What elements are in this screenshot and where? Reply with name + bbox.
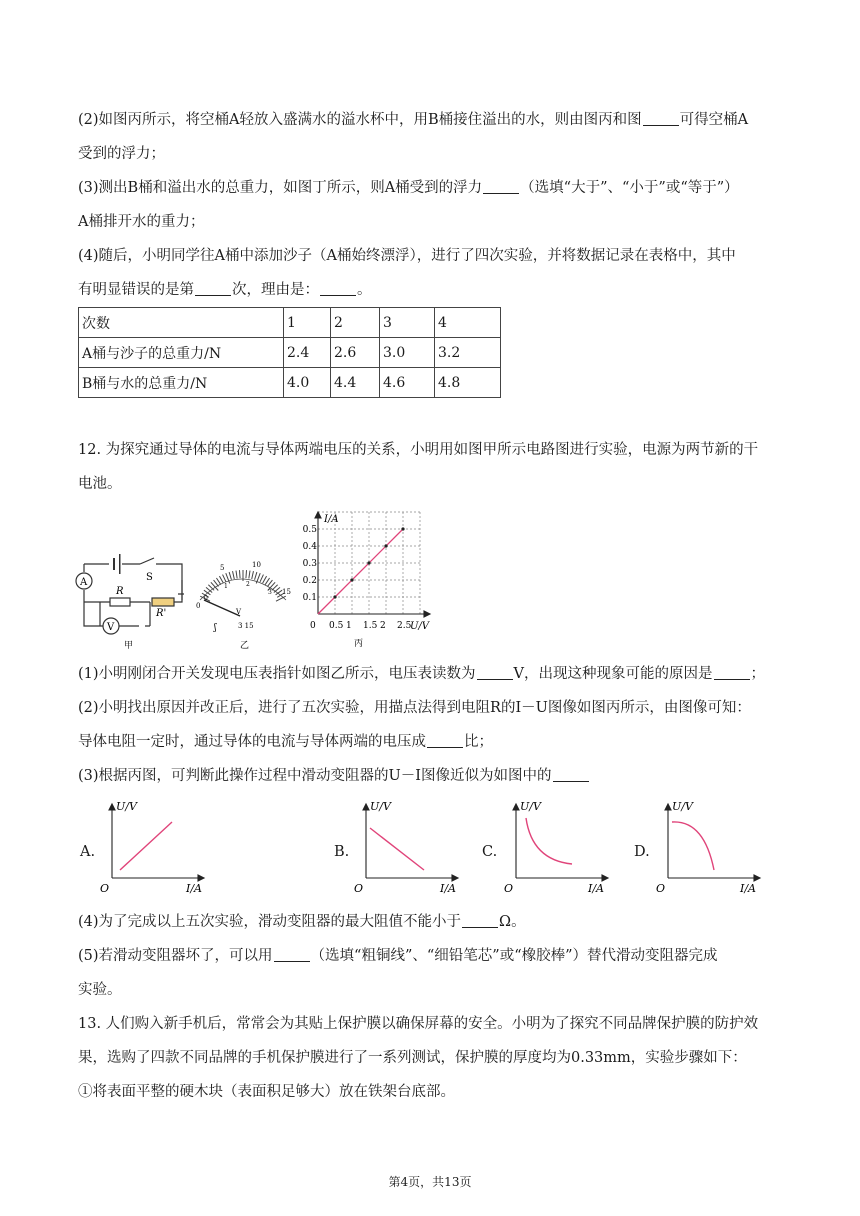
data-point <box>367 561 370 564</box>
option-b-graph[interactable] <box>352 798 464 896</box>
table-cell: 1 <box>284 308 331 338</box>
dial-tick <box>223 575 226 582</box>
switch-label: S <box>146 572 153 583</box>
table-cell: 2.4 <box>284 338 331 368</box>
scale-label: 10 <box>252 561 261 569</box>
inner-scale-label: 1 <box>224 583 228 590</box>
x-axis-label: I/A <box>740 882 756 895</box>
q12-part2-line1: (2)小明找出原因并改正后，进行了五次实验，用描点法得到电阻R的I－U图像如图丙所示，由图像可知： <box>78 700 751 716</box>
table-cell: 4.8 <box>435 368 501 398</box>
dial-tick <box>265 578 269 585</box>
table-row <box>79 308 501 338</box>
q11-part2-line2: 受到的浮力； <box>78 146 165 162</box>
figure-caption: 丙 <box>354 639 364 649</box>
figure-caption: 甲 <box>124 641 134 651</box>
table-cell: 4.4 <box>331 368 380 398</box>
x-tick-label: 1.5 <box>363 621 378 631</box>
q12-part3: (3)根据丙图，可判断此操作过程中滑动变阻器的U－I图像近似为如图中的 <box>78 766 590 786</box>
origin-label: O <box>354 882 364 895</box>
dial-tick <box>216 578 220 585</box>
y-axis-label: U/V <box>672 800 693 813</box>
answer-blank[interactable] <box>714 665 750 680</box>
dial-tick <box>263 576 267 583</box>
page-footer: 第4页，共13页 <box>388 1175 472 1189</box>
q11-part4-line1: (4)随后，小明同学往A桶中添加沙子（A桶始终漂浮），进行了四次实验，并将数据记录在表格中，其中 <box>78 248 736 264</box>
table-cell: A桶与沙子的总重力/N <box>79 338 284 368</box>
table-cell: 2 <box>331 308 380 338</box>
dial-needle <box>204 600 240 616</box>
terminal-glyph: ʃ <box>214 623 217 633</box>
scale-label: 15 <box>282 588 291 596</box>
q11-part3-line1: (3)测出B桶和溢出水的总重力，如图丁所示，则A桶受到的浮力 （选填“大于”、“小于”或“等于”） <box>78 180 739 196</box>
answer-blank[interactable] <box>195 281 231 296</box>
q12-part1: (1)小明刚闭合开关发现电压表指针如图乙所示，电压表读数为 V，出现这种现象可能的原因是 ； <box>78 666 766 682</box>
answer-blank[interactable] <box>462 913 498 928</box>
q11-part4-line2: 有明显错误的是第 次，理由是： 。 <box>78 282 372 298</box>
scale-label: 5 <box>220 564 225 572</box>
dial-tick <box>219 576 223 583</box>
table-cell: 4.6 <box>380 368 435 398</box>
option-curve <box>526 818 572 864</box>
answer-blank[interactable] <box>477 665 513 680</box>
circuit-diagram <box>74 538 186 650</box>
inner-scale-label: 0 <box>204 595 208 602</box>
table-cell: 4.0 <box>284 368 331 398</box>
q13-line3: ①将表面平整的硬木块（表面积足够大）放在铁架台底部。 <box>78 1084 455 1100</box>
y-tick-label: 0.2 <box>302 576 317 586</box>
scale-label: 0 <box>196 602 201 610</box>
x-tick-label: 2 <box>380 621 386 631</box>
table-cell: 4 <box>435 308 501 338</box>
table-cell: B桶与水的总重力/N <box>79 368 284 398</box>
x-axis-label: U/V <box>410 621 430 632</box>
q12-intro-line1: 12. 为探究通过导体的电流与导体两端电压的关系，小明用如图甲所示电路图进行实验，电源为两节新的干 <box>78 442 759 458</box>
option-d-graph[interactable] <box>654 798 766 896</box>
dial-tick <box>233 571 235 579</box>
q13-line1: 13. 人们购入新手机后，常常会为其贴上保护膜以确保屏幕的安全。小明为了探究不同品牌保护膜的防护效 <box>78 1016 759 1032</box>
answer-blank[interactable] <box>643 111 679 126</box>
origin-label: O <box>100 882 110 895</box>
q12-part5-line2: 实验。 <box>78 982 122 998</box>
option-c-graph[interactable] <box>502 798 614 896</box>
y-axis-label: I/A <box>324 514 339 525</box>
y-tick-label: 0.5 <box>302 525 317 535</box>
data-point <box>350 578 353 581</box>
graph-origin: 0 <box>310 621 316 631</box>
dial-tick <box>260 575 263 582</box>
x-tick-label: 2.5 <box>397 621 412 631</box>
answer-blank[interactable] <box>320 281 356 296</box>
data-point <box>333 595 336 598</box>
answer-blank[interactable] <box>553 767 589 782</box>
table-row <box>79 338 501 368</box>
option-curve <box>120 822 172 870</box>
dial-tick <box>252 571 254 579</box>
dial-tick <box>229 572 231 580</box>
inner-scale-label: 3 <box>268 589 272 596</box>
dial-tick <box>236 571 237 579</box>
data-point <box>401 527 404 530</box>
q11-part2-line1: (2)如图丙所示，将空桶A轻放入盛满水的溢水杯中，用B桶接住溢出的水，则由图丙和图 可得空桶A <box>78 112 749 128</box>
rheostat-symbol <box>152 598 174 606</box>
voltmeter-dial <box>190 556 298 652</box>
answer-blank[interactable] <box>274 947 310 962</box>
y-axis-label: U/V <box>116 800 137 813</box>
data-line <box>318 529 403 614</box>
origin-label: O <box>504 882 514 895</box>
y-tick-label: 0.3 <box>302 559 317 569</box>
dial-tick <box>246 570 247 578</box>
y-tick-label: 0.4 <box>302 542 317 552</box>
q12-intro-line2: 电池。 <box>78 476 122 492</box>
resistor-label: R <box>116 586 124 597</box>
x-tick-label: 0.5 <box>329 621 344 631</box>
terminal-labels: 3 15 <box>238 622 254 630</box>
table-cell: 2.6 <box>331 338 380 368</box>
table-cell: 3.2 <box>435 338 501 368</box>
x-axis-label: I/A <box>588 882 604 895</box>
data-point <box>384 544 387 547</box>
data-table <box>78 307 501 398</box>
voltmeter-label: V <box>107 622 115 633</box>
option-c-letter[interactable]: C. <box>482 844 498 860</box>
option-d-letter[interactable]: D. <box>634 844 650 860</box>
table-cell: 3 <box>380 308 435 338</box>
y-axis-label: U/V <box>520 800 541 813</box>
q12-part4: (4)为了完成以上五次实验，滑动变阻器的最大阻值不能小于 Ω。 <box>78 914 526 930</box>
rheostat-label: R' <box>156 608 167 619</box>
q11-part3-line2: A桶排开水的重力； <box>78 214 205 230</box>
option-curve <box>672 822 714 870</box>
table-row <box>79 368 501 398</box>
option-b-letter[interactable]: B. <box>334 844 350 860</box>
y-axis-label: U/V <box>370 800 391 813</box>
dial-unit: V <box>236 608 242 616</box>
x-axis-label: I/A <box>186 882 202 895</box>
q12-part2-line2: 导体电阻一定时，通过导体的电流与导体两端的电压成 比； <box>78 734 493 750</box>
option-curve <box>370 828 424 870</box>
option-a-graph[interactable] <box>98 798 210 896</box>
answer-blank[interactable] <box>483 179 519 194</box>
table-cell: 次数 <box>79 308 284 338</box>
x-tick-label: 1 <box>346 621 352 631</box>
dial-tick <box>239 570 240 578</box>
x-axis-label: I/A <box>440 882 456 895</box>
dial-tick <box>249 571 250 579</box>
q13-line2: 果，选购了四款不同品牌的手机保护膜进行了一系列测试，保护膜的厚度均为0.33mm，实验步骤如下： <box>78 1050 747 1066</box>
iu-graph <box>302 510 436 652</box>
dial-tick <box>255 572 257 580</box>
figure-caption: 乙 <box>240 641 250 651</box>
option-a-letter[interactable]: A. <box>80 844 96 860</box>
resistor-r-symbol <box>110 598 130 606</box>
y-tick-label: 0.1 <box>302 593 317 603</box>
answer-blank[interactable] <box>427 733 463 748</box>
origin-label: O <box>656 882 666 895</box>
table-cell: 3.0 <box>380 338 435 368</box>
q12-part5-line1: (5)若滑动变阻器坏了，可以用 （选填“粗铜线”、“细铅笔芯”或“橡胶棒”）替代滑动变阻器完成 <box>78 948 718 964</box>
inner-scale-label: 2 <box>246 581 250 588</box>
ammeter-label: A <box>80 577 88 588</box>
